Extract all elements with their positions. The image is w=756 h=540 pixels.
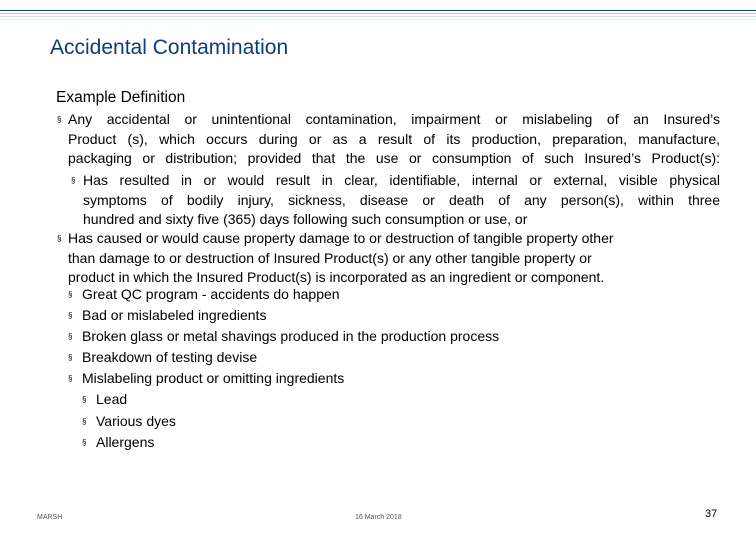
bullet-icon: § bbox=[82, 438, 87, 447]
paragraph-line: Has caused or would cause property damage to or destruction of tangible property other bbox=[68, 230, 614, 246]
top-rule-light-1 bbox=[0, 13, 756, 14]
list-item bbox=[82, 390, 127, 410]
list-item bbox=[82, 412, 176, 432]
top-rule-dark bbox=[0, 10, 756, 11]
paragraph-line: than damage to or destruction of Insured Product(s) or any other tangible property or bbox=[68, 249, 592, 266]
bullet-icon: § bbox=[57, 234, 62, 243]
bullet-icon: § bbox=[82, 417, 87, 426]
list-item-text: Mislabeling product or omitting ingredients bbox=[82, 370, 345, 386]
definition-paragraph-1a bbox=[71, 171, 720, 230]
list-item bbox=[68, 306, 266, 326]
list-item bbox=[68, 369, 344, 389]
list-item bbox=[68, 285, 340, 305]
top-rule-light-3 bbox=[0, 19, 756, 20]
definition-paragraph-2 bbox=[57, 229, 720, 288]
top-rule-light-2 bbox=[0, 16, 756, 17]
bullet-icon: § bbox=[82, 395, 87, 404]
bullet-icon: § bbox=[68, 374, 73, 383]
list-item-text: Great QC program - accidents do happen bbox=[82, 286, 340, 302]
slide-title: Accidental Contamination bbox=[50, 36, 289, 59]
paragraph-line: Product (s), which occurs during or as a result of its production, preparation, manufacture, bbox=[68, 130, 720, 147]
section-heading: Example Definition bbox=[56, 89, 186, 106]
paragraph-line: symptoms of bodily injury, sickness, disease or death of any person(s), within three bbox=[83, 191, 720, 208]
list-item bbox=[68, 348, 257, 368]
paragraph-line: Has resulted in or would result in clear, identifiable, internal or external, visible physical bbox=[83, 172, 720, 188]
list-item-text: Broken glass or metal shavings produced in the production process bbox=[82, 328, 500, 344]
page-number: 37 bbox=[705, 508, 718, 520]
bullet-icon: § bbox=[68, 353, 73, 362]
list-item bbox=[68, 327, 499, 347]
bullet-icon: § bbox=[68, 290, 73, 299]
list-item-text: Various dyes bbox=[96, 413, 176, 429]
list-item-text: Allergens bbox=[96, 434, 155, 450]
paragraph-line: product in which the Insured Product(s) is incorporated as an ingredient or component. bbox=[68, 269, 605, 285]
paragraph-line: packaging or distribution; provided that the use or consumption of such Insured’s Product(s): bbox=[68, 150, 720, 166]
paragraph-line: Any accidental or unintentional contamination, impairment or mislabeling of an Insured’s bbox=[68, 111, 720, 127]
paragraph-line: hundred and sixty five (365) days following such consumption or use, or bbox=[83, 211, 528, 227]
list-item-text: Breakdown of testing devise bbox=[82, 349, 258, 365]
bullet-icon: § bbox=[68, 311, 73, 320]
footer-brand: MARSH bbox=[37, 514, 63, 521]
list-item-text: Lead bbox=[96, 391, 128, 407]
definition-paragraph-1 bbox=[57, 110, 720, 169]
footer-date: 16 March 2018 bbox=[355, 514, 402, 521]
bullet-icon: § bbox=[57, 115, 62, 124]
bullet-icon: § bbox=[71, 176, 76, 185]
bullet-icon: § bbox=[68, 332, 73, 341]
list-item-text: Bad or mislabeled ingredients bbox=[82, 307, 267, 323]
list-item bbox=[82, 433, 154, 453]
